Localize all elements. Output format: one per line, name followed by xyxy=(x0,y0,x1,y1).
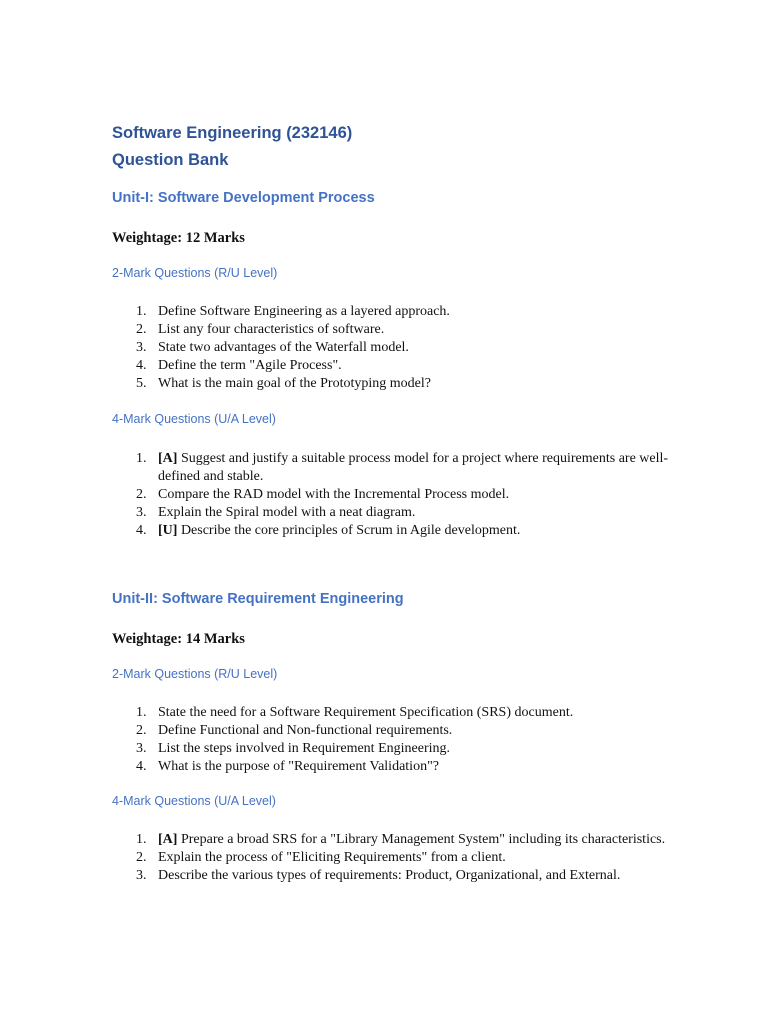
list-item: 3. List the steps involved in Requirement Engineering. xyxy=(136,741,450,756)
document-subtitle: Question Bank xyxy=(112,151,229,169)
unit-2-weightage: Weightage: 14 Marks xyxy=(112,631,245,647)
list-item: 4. [U] Describe the core principles of Scrum in Agile development. xyxy=(136,523,521,538)
unit-1-four-mark-heading: 4-Mark Questions (U/A Level) xyxy=(112,412,276,426)
list-item: 4. Define the term "Agile Process". xyxy=(136,358,342,373)
unit-2-two-mark-list xyxy=(112,704,672,776)
list-item: 2. Compare the RAD model with the Incremental Process model. xyxy=(136,487,510,502)
unit-1-two-mark-list xyxy=(112,303,672,393)
list-item: 2. List any four characteristics of software. xyxy=(136,322,385,337)
unit-1-two-mark-heading: 2-Mark Questions (R/U Level) xyxy=(112,266,278,280)
list-item: 2. Define Functional and Non-functional requirements. xyxy=(136,723,453,738)
unit-2-four-mark-heading: 4-Mark Questions (U/A Level) xyxy=(112,794,276,808)
unit-1-weightage: Weightage: 12 Marks xyxy=(112,230,245,246)
list-item: 1. Define Software Engineering as a layered approach. xyxy=(136,304,450,319)
unit-1-four-mark-list xyxy=(112,450,672,540)
list-item: 1. [A] Prepare a broad SRS for a "Library Management System" including its characteristics. xyxy=(136,832,666,847)
list-item: 2. Explain the process of "Eliciting Requirements" from a client. xyxy=(136,850,506,865)
unit-2-two-mark-heading: 2-Mark Questions (R/U Level) xyxy=(112,667,278,681)
unit-2-heading: Unit-II: Software Requirement Engineering xyxy=(112,591,404,607)
list-item: 3. State two advantages of the Waterfall model. xyxy=(136,340,409,355)
list-item: 1. State the need for a Software Requirement Specification (SRS) document. xyxy=(136,705,574,720)
unit-1-heading: Unit-I: Software Development Process xyxy=(112,190,375,206)
list-item: 3. Explain the Spiral model with a neat diagram. xyxy=(136,505,416,520)
document-title: Software Engineering (232146) xyxy=(112,124,353,142)
list-item: 3. Describe the various types of requirements: Product, Organizational, and External. xyxy=(136,868,621,883)
unit-2-four-mark-list xyxy=(112,831,672,885)
list-item: 4. What is the purpose of "Requirement Validation"? xyxy=(136,759,439,774)
list-item: 5. What is the main goal of the Prototyping model? xyxy=(136,376,431,391)
list-item: 1. [A] Suggest and justify a suitable process model for a project where requirements are well-defined and stable. xyxy=(136,451,669,484)
